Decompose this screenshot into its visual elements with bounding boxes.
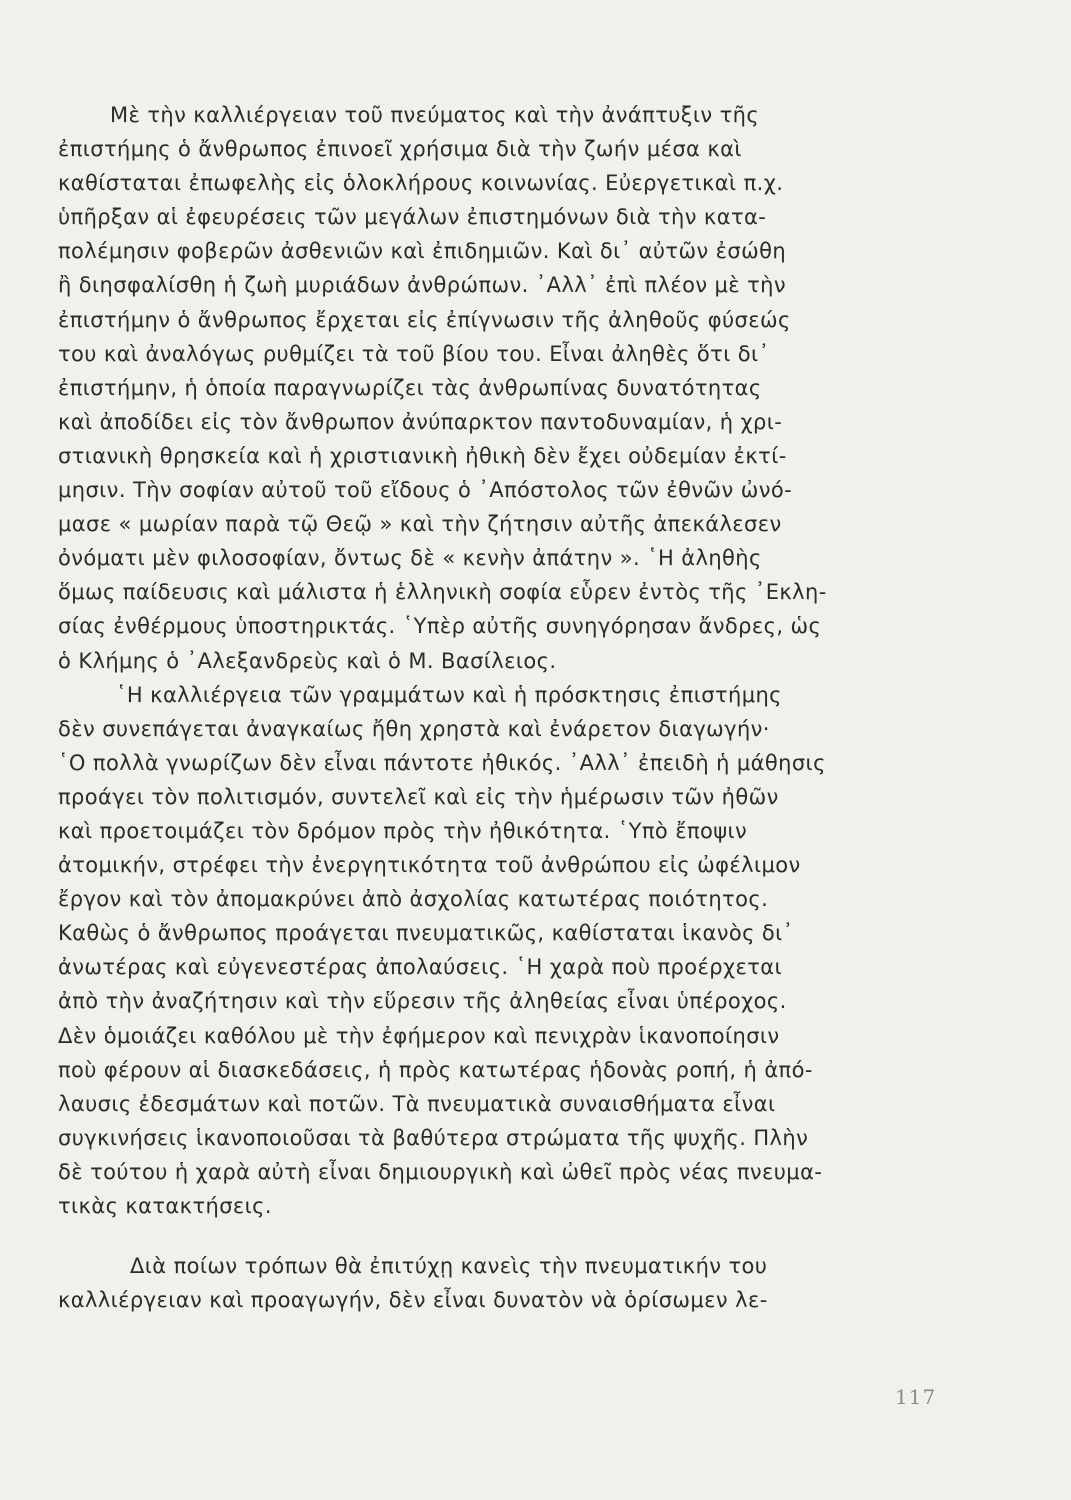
text-line: Δὲν ὁμοιάζει καθόλου μὲ τὴν ἐφήμερον καὶ πενιχρὰν ἱκανοποίησιν <box>58 1023 780 1048</box>
text-line: ὑπῆρξαν αἱ ἐφευρέσεις τῶν μεγάλων ἐπιστημόνων διὰ τὴν κατα- <box>58 205 767 230</box>
text-line: συγκινήσεις ἱκανοποιοῦσαι τὰ βαθύτερα στρώματα τῆς ψυχῆς. Πλὴν <box>58 1125 809 1150</box>
text-line: δὲν συνεπάγεται ἀναγκαίως ἤθη χρηστὰ καὶ ἐνάρετον διαγωγήν· <box>58 716 770 741</box>
text-line: καλλιέργειαν καὶ προαγωγήν, δὲν εἶναι δυνατὸν νὰ ὁρίσωμεν λε- <box>58 1288 768 1313</box>
paragraph-3 <box>58 1249 928 1317</box>
text-line: ποὺ φέρουν αἱ διασκεδάσεις, ἡ πρὸς κατωτέρας ἡδονὰς ροπή, ἡ ἀπό- <box>58 1057 813 1082</box>
text-line: ῾Η καλλιέργεια τῶν γραμμάτων καὶ ἡ πρόσκτησις ἐπιστήμης <box>116 682 782 707</box>
text-line: ὅμως παίδευσις καὶ μάλιστα ἡ ἑλληνικὴ σοφία εὗρεν ἐντὸς τῆς ᾿Εκλη- <box>58 580 827 605</box>
text-line: καθίσταται ἐπωφελὴς εἰς ὁλοκλήρους κοινωνίας. Εὐεργετικαὶ π.χ. <box>58 171 784 196</box>
paragraph-2 <box>58 678 928 1224</box>
text-line: καὶ ἀποδίδει εἰς τὸν ἄνθρωπον ἀνύπαρκτον παντοδυναμίαν, ἡ χρι- <box>58 409 783 434</box>
text-line: προάγει τὸν πολιτισμόν, συντελεῖ καὶ εἰς τὴν ἡμέρωσιν τῶν ἠθῶν <box>58 784 779 809</box>
body-text <box>58 98 928 1317</box>
text-line: ἀτομικήν, στρέφει τὴν ἐνεργητικότητα τοῦ ἀνθρώπου εἰς ὠφέλιμον <box>58 853 801 878</box>
text-line: ἐπιστήμης ὁ ἄνθρωπος ἐπινοεῖ χρήσιμα διὰ τὴν ζωήν μέσα καὶ <box>58 137 742 162</box>
text-line: ἀπὸ τὴν ἀναζήτησιν καὶ τὴν εὕρεσιν τῆς ἀληθείας εἶναι ὑπέροχος. <box>58 989 787 1014</box>
text-line: του καὶ ἀναλόγως ρυθμίζει τὰ τοῦ βίου του. Εἶναι ἀληθὲς ὅτι δι᾽ <box>58 341 770 366</box>
text-line: ὁ Κλήμης ὁ ᾿Αλεξανδρεὺς καὶ ὁ Μ. Βασίλειος. <box>58 648 557 673</box>
text-line: Καθὼς ὁ ἄνθρωπος προάγεται πνευματικῶς, καθίσταται ἱκανὸς δι᾽ <box>58 921 794 946</box>
page-number: 117 <box>895 1385 937 1409</box>
text-line: ἐπιστήμην ὁ ἄνθρωπος ἔρχεται εἰς ἐπίγνωσιν τῆς ἀληθοῦς φύσεώς <box>58 307 791 332</box>
text-line: ῾Ο πολλὰ γνωρίζων δὲν εἶναι πάντοτε ἠθικός. ᾿Αλλ᾽ ἐπειδὴ ἡ μάθησις <box>58 750 826 775</box>
text-line: ἔργον καὶ τὸν ἀπομακρύνει ἀπὸ ἀσχολίας κατωτέρας ποιότητος. <box>58 887 769 912</box>
text-line: λαυσις ἐδεσμάτων καὶ ποτῶν. Τὰ πνευματικὰ συναισθήματα εἶναι <box>58 1091 776 1116</box>
text-line: ἢ διησφαλίσθη ἡ ζωὴ μυριάδων ἀνθρώπων. ᾿Αλλ᾽ ἐπὶ πλέον μὲ τὴν <box>58 273 787 298</box>
text-line: Μὲ τὴν καλλιέργειαν τοῦ πνεύματος καὶ τὴν ἀνάπτυξιν τῆς <box>110 103 760 127</box>
text-line: καὶ προετοιμάζει τὸν δρόμον πρὸς τὴν ἠθικότητα. ῾Υπὸ ἔποψιν <box>58 818 748 843</box>
text-line: Διὰ ποίων τρόπων θὰ ἐπιτύχῃ κανεὶς τὴν πνευματικήν του <box>130 1254 768 1279</box>
text-line: ἐπιστήμην, ἡ ὁποία παραγνωρίζει τὰς ἀνθρωπίνας δυνατότητας <box>58 375 762 400</box>
paragraph-1 <box>58 98 928 678</box>
text-line: σίας ἐνθέρμους ὑποστηρικτάς. ῾Υπὲρ αὐτῆς συνηγόρησαν ἄνδρες, ὡς <box>58 614 822 639</box>
text-line: στιανικὴ θρησκεία καὶ ἡ χριστιανικὴ ἠθικὴ δὲν ἔχει οὐδεμίαν ἐκτί- <box>58 443 787 468</box>
text-line: ὀνόματι μὲν φιλοσοφίαν, ὄντως δὲ « κενὴν ἀπάτην ». ῾Η ἀληθὴς <box>58 546 762 571</box>
text-line: πολέμησιν φοβερῶν ἀσθενιῶν καὶ ἐπιδημιῶν. Καὶ δι᾽ αὐτῶν ἐσώθη <box>58 239 787 264</box>
text-line: μασε « μωρίαν παρὰ τῷ Θεῷ » καὶ τὴν ζήτησιν αὐτῆς ἀπεκάλεσεν <box>58 512 782 537</box>
text-line: τικὰς κατακτήσεις. <box>58 1194 272 1218</box>
text-line: ἀνωτέρας καὶ εὐγενεστέρας ἀπολαύσεις. ῾Η χαρὰ ποὺ προέρχεται <box>58 955 783 980</box>
paragraph-spacer <box>58 1223 928 1249</box>
text-line: δὲ τούτου ἡ χαρὰ αὐτὴ εἶναι δημιουργικὴ καὶ ὠθεῖ πρὸς νέας πνευμα- <box>58 1159 823 1184</box>
text-line: μησιν. Τὴν σοφίαν αὐτοῦ τοῦ εἴδους ὁ ᾿Απόστολος τῶν ἐθνῶν ὠνό- <box>58 478 793 503</box>
